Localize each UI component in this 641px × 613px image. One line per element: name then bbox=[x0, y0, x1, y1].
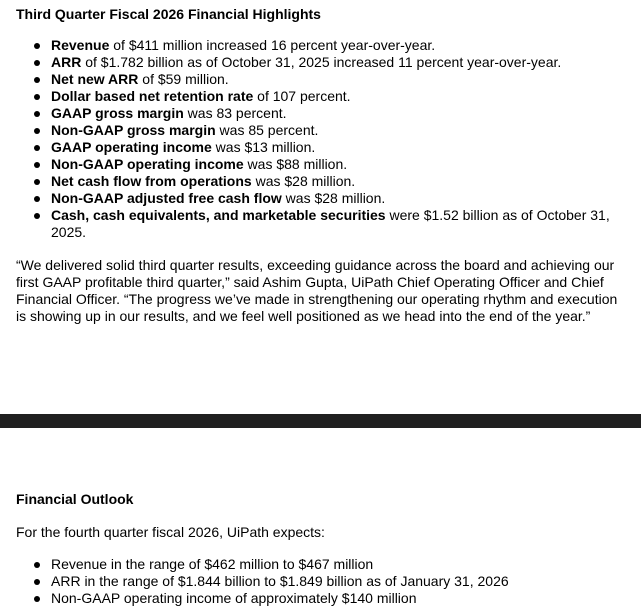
list-item bbox=[0, 139, 620, 156]
metric-label: GAAP gross margin bbox=[51, 105, 184, 121]
bullet-icon bbox=[34, 213, 40, 219]
metric-label: Non-GAAP adjusted free cash flow bbox=[51, 190, 282, 206]
metric-label: GAAP operating income bbox=[51, 139, 212, 155]
bullet-icon bbox=[34, 43, 40, 49]
metric-text: of 107 percent. bbox=[253, 88, 351, 104]
list-item bbox=[0, 37, 620, 54]
bullet-icon bbox=[34, 128, 40, 134]
metric-label: Net cash flow from operations bbox=[51, 173, 252, 189]
bullet-icon bbox=[34, 94, 40, 100]
outlook-item-text: ARR in the range of $1.844 billion to $1.849 billion as of January 31, 2026 bbox=[51, 573, 509, 589]
list-item bbox=[0, 156, 620, 173]
bullet-icon bbox=[34, 60, 40, 66]
metric-text: were $1.52 billion as of October 31, 2025. bbox=[51, 207, 610, 240]
list-item bbox=[0, 88, 620, 105]
outlook-intro: For the fourth quarter fiscal 2026, UiPath expects: bbox=[16, 524, 325, 540]
list-item bbox=[0, 122, 620, 139]
bullet-icon bbox=[34, 196, 40, 202]
outlook-heading: Financial Outlook bbox=[16, 491, 134, 507]
list-item bbox=[0, 173, 620, 190]
metric-text: was $88 million. bbox=[243, 156, 348, 172]
bullet-icon bbox=[34, 162, 40, 168]
list-item bbox=[0, 207, 620, 241]
bullet-icon bbox=[34, 579, 40, 585]
metric-label: ARR bbox=[51, 54, 82, 70]
list-item bbox=[0, 190, 620, 207]
list-item bbox=[0, 556, 620, 573]
bullet-icon bbox=[34, 596, 40, 602]
highlights-list bbox=[0, 37, 620, 241]
metric-label: Non-GAAP operating income bbox=[51, 156, 244, 172]
bullet-icon bbox=[34, 562, 40, 568]
metric-text: was $28 million. bbox=[251, 173, 356, 189]
metric-text: of $59 million. bbox=[138, 71, 229, 87]
metric-label: Non-GAAP gross margin bbox=[51, 122, 216, 138]
bullet-icon bbox=[34, 77, 40, 83]
list-item bbox=[0, 54, 620, 71]
outlook-item-text: Revenue in the range of $462 million to $467 million bbox=[51, 556, 374, 572]
metric-text: was $28 million. bbox=[281, 190, 386, 206]
executive-quote: “We delivered solid third quarter results, exceeding guidance across the board and achieving our first GAAP profitable third quarter,” said Ashim Gupta, UiPath Chief Operating Officer and Chief Financial Officer. “The progress we’ve made in strengthening our operating rhythm and execution is showing up in our results, and we feel well positioned as we head into the end of the year.” bbox=[16, 257, 618, 324]
metric-label: Dollar based net retention rate bbox=[51, 88, 254, 104]
bullet-icon bbox=[34, 179, 40, 185]
list-item bbox=[0, 590, 620, 607]
metric-text: was $13 million. bbox=[211, 139, 316, 155]
outlook-list bbox=[0, 556, 620, 607]
metric-text: was 85 percent. bbox=[215, 122, 319, 138]
metric-text: of $411 million increased 16 percent year-over-year. bbox=[109, 37, 436, 53]
list-item bbox=[0, 573, 620, 590]
metric-label: Cash, cash equivalents, and marketable securities bbox=[51, 207, 386, 223]
list-item bbox=[0, 105, 620, 122]
metric-label: Revenue bbox=[51, 37, 110, 53]
metric-text: of $1.782 billion as of October 31, 2025 increased 11 percent year-over-year. bbox=[81, 54, 562, 70]
section-divider bbox=[0, 414, 641, 428]
bullet-icon bbox=[34, 111, 40, 117]
list-item bbox=[0, 71, 620, 88]
bullet-icon bbox=[34, 145, 40, 151]
metric-text: was 83 percent. bbox=[183, 105, 287, 121]
highlights-heading: Third Quarter Fiscal 2026 Financial Highlights bbox=[16, 6, 321, 22]
outlook-item-text: Non-GAAP operating income of approximately $140 million bbox=[51, 590, 417, 606]
metric-label: Net new ARR bbox=[51, 71, 139, 87]
